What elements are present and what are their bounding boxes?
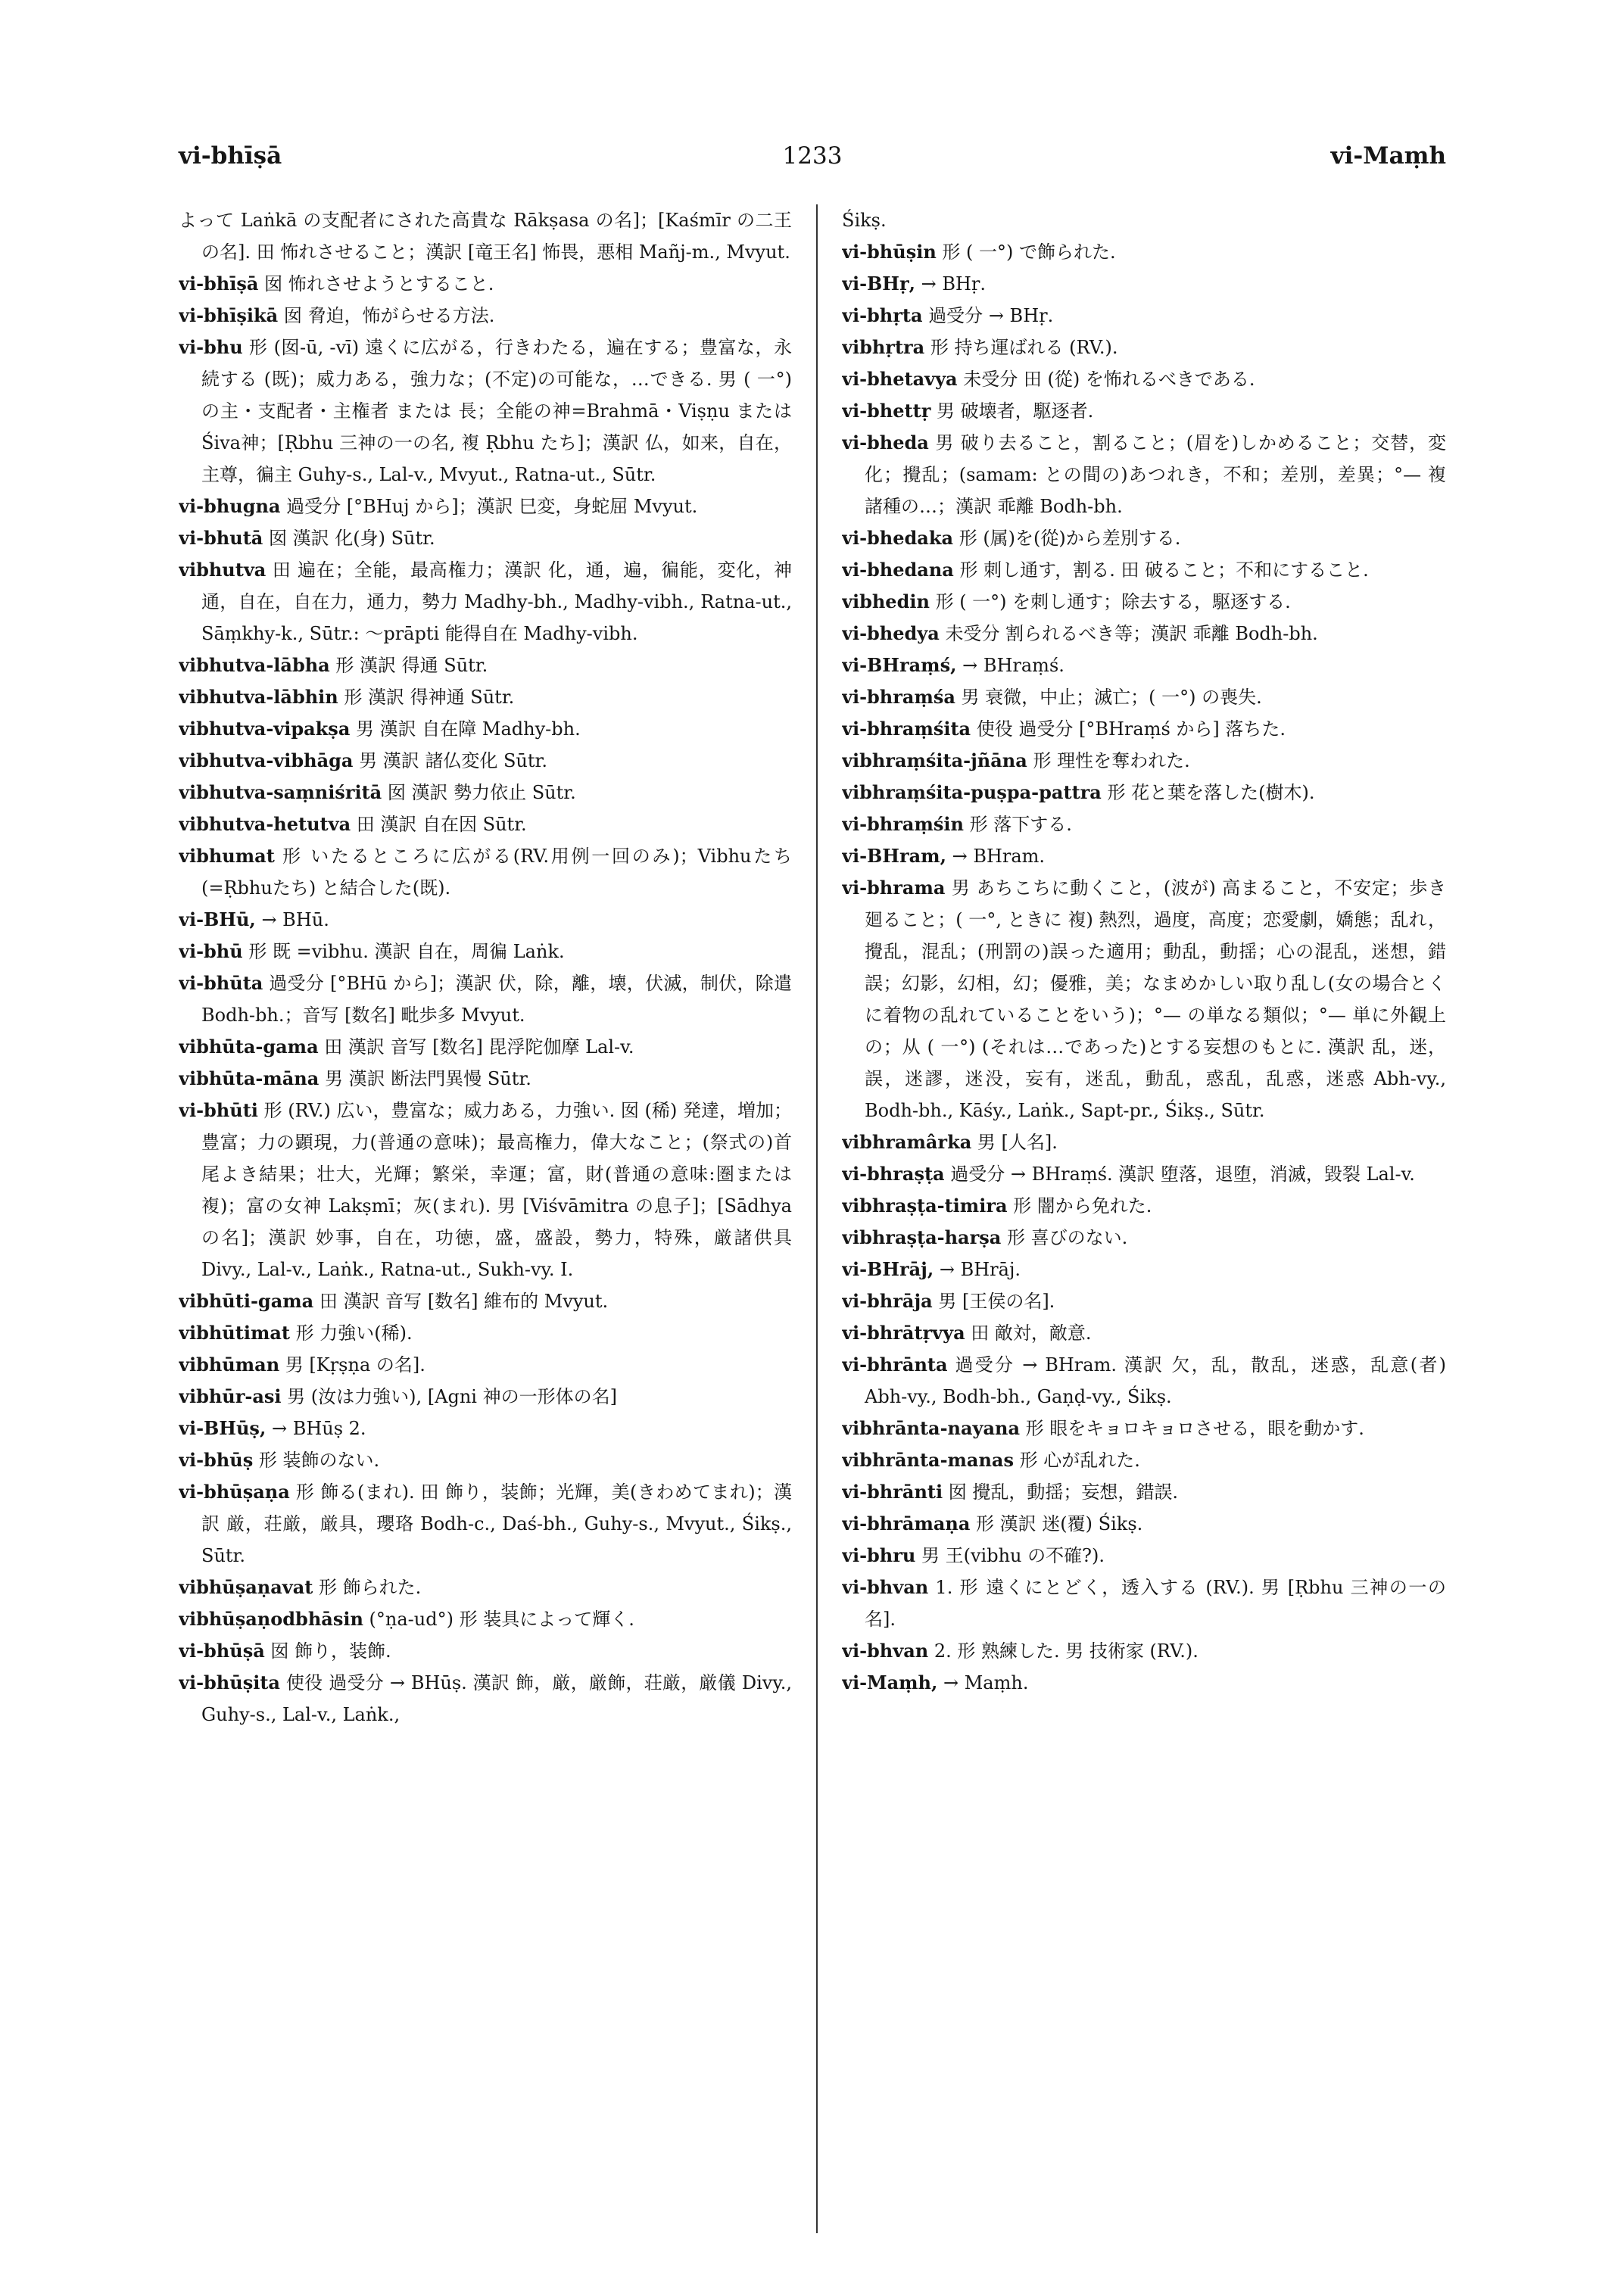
dictionary-entry (842, 1158, 1446, 1190)
headword: vi-bhutā (179, 527, 263, 549)
dictionary-entry (842, 777, 1446, 808)
definition: 囡 攪乱，動揺；妄想，錯誤. (948, 1481, 1179, 1503)
dictionary-entry (842, 1667, 1446, 1699)
headword: vi-BHram, (842, 845, 946, 867)
headword: vibhūta-gama (179, 1036, 319, 1058)
headword: vi-bhraṃśita (842, 718, 971, 740)
headword: vibhutva-lābha (179, 654, 330, 676)
headword: vibhūṣaṇavat (179, 1576, 313, 1598)
dictionary-entry (179, 1349, 792, 1381)
definition: 形 ( 一°) を刺し通す；除去する，駆逐する. (935, 591, 1291, 612)
dictionary-entry (842, 1508, 1446, 1540)
definition: 未受分 割られるべき等；漢訳 乖離 Bodh-bh. (945, 623, 1318, 644)
dictionary-entry (842, 1572, 1446, 1635)
definition: 使役 過受分 [°BHraṃś から] 落ちた. (976, 718, 1286, 740)
definition: 囡 脅迫，怖がらせる方法. (283, 305, 495, 326)
definition: → BHū. (261, 909, 329, 930)
headword: vi-bhūṣā (179, 1640, 265, 1662)
definition: 形 漢訳 得通 Sūtr. (335, 655, 488, 676)
dictionary-entry (842, 681, 1446, 713)
definition: 男 [人名]. (977, 1132, 1058, 1153)
dictionary-entry (842, 300, 1446, 332)
headword: vi-bhrātṛvya (842, 1322, 965, 1344)
dictionary-entry (842, 554, 1446, 586)
headword: vibhrānta-nayana (842, 1417, 1021, 1439)
dictionary-entry (842, 745, 1446, 777)
definition: 田 遍在；全能，最高権力；漢訳 化，通，遍，徧能，変化，神通，自在，自在力，通力，勢力 Madhy-bh., Madhy-vibh., Ratna-ut., Sāṃkhy-k., Sūtr.: ～prāpti 能得自在 Madhy-vibh. (201, 559, 792, 644)
headword: vi-bhugna (179, 495, 281, 517)
dictionary-entry (179, 554, 792, 650)
definition: 形 飾られた. (319, 1577, 422, 1598)
definition: 形 飾る(まれ). 田 飾り，装飾；光輝，美(きわめてまれ)；漢訳 厳，荘厳，厳具，瓔珞 Bodh-c., Daś-bh., Guhy-s., Mvyut., Śikṣ., Sūtr. (201, 1481, 792, 1566)
headword: vi-bhūṣaṇa (179, 1481, 290, 1503)
headword: vi-bhūti (179, 1099, 258, 1121)
headword: vi-BHrāj, (842, 1258, 934, 1280)
dictionary-entry (179, 1285, 792, 1317)
definition: Śikṣ. (842, 210, 887, 231)
definition: 男 衰微，中止；滅亡；( 一°) の喪失. (961, 687, 1262, 708)
definition: 過受分 → BHraṃś. 漢訳 堕落，退堕，消滅，毀裂 Lal-v. (950, 1164, 1415, 1185)
definition: 形 闇から免れた. (1013, 1195, 1152, 1217)
definition: 男 [王侯の名]. (938, 1291, 1055, 1312)
headword: vibhūta-māna (179, 1067, 320, 1089)
definition: 田 漢訳 音写 [数名] 毘浮陀伽摩 Lal-v. (324, 1036, 634, 1058)
dictionary-entry (842, 618, 1446, 650)
dictionary-entry (842, 204, 1446, 236)
definition: 形 持ち運ばれる (RV.). (930, 337, 1118, 358)
dictionary-entry (842, 1635, 1446, 1667)
definition: 囡 飾り，装飾. (270, 1640, 391, 1662)
dictionary-entry (179, 777, 792, 808)
definition: 囡 漢訳 化(身) Sūtr. (268, 528, 435, 549)
headword: vibhraṣṭa-timira (842, 1195, 1008, 1217)
headword: vi-bhūṣ (179, 1449, 254, 1471)
headword: vi-bhṛta (842, 304, 923, 326)
headword: vibhraṣṭa-harṣa (842, 1226, 1002, 1248)
definition: 形 眼をキョロキョロさせる，眼を動かす. (1025, 1418, 1364, 1439)
headword: vi-bhettṛ (842, 400, 931, 422)
dictionary-entry (179, 268, 792, 300)
definition: 過受分 → BHram. 漢訳 欠，乱，散乱，迷惑，乱意(者) Abh-vy., Bodh-bh., Gaṇḍ-vy., Śikṣ. (865, 1354, 1446, 1407)
definition: 囡 漢訳 勢力依止 Sūtr. (387, 782, 576, 803)
dictionary-entry (842, 872, 1446, 1126)
dictionary-entry (179, 1444, 792, 1476)
definition: → BHṛ. (921, 273, 987, 294)
definition: 男 漢訳 自在障 Madhy-bh. (356, 718, 581, 740)
headword: vi-bhīṣā (179, 273, 259, 294)
definition: 1. 形 遠くにとどく，透入する (RV.). 男 [Ṛbhu 三神の一の名]. (865, 1577, 1446, 1630)
header-left-guide-word: vi-bhīṣā (179, 142, 282, 170)
headword: vi-bhraṃśin (842, 813, 964, 835)
headword: vi-bhvan (842, 1576, 929, 1598)
headword: vi-bhrānti (842, 1481, 943, 1503)
dictionary-entry (179, 332, 792, 491)
dictionary-entry (842, 1126, 1446, 1158)
headword: vi-bhu (179, 336, 243, 358)
headword: vibhraṃśita-puṣpa-pattra (842, 781, 1102, 803)
dictionary-entry (842, 808, 1446, 840)
definition: 男 破壊者，駆逐者. (936, 400, 1094, 422)
definition: 男 漢訳 諸仏変化 Sūtr. (359, 750, 548, 771)
dictionary-entry (179, 1095, 792, 1285)
dictionary-entry (842, 1285, 1446, 1317)
definition: 形 刺し通す，割る. 田 破ること；不和にすること. (959, 559, 1369, 581)
dictionary-entry (179, 967, 792, 1031)
headword: vi-bhrāmaṇa (842, 1513, 971, 1534)
definition: → Maṃh. (943, 1672, 1029, 1693)
dictionary-entry (179, 1635, 792, 1667)
headword: vibhūṣaṇodbhāsin (179, 1608, 363, 1630)
dictionary-entry (179, 300, 792, 332)
headword: vibhutva-lābhin (179, 686, 338, 708)
definition: 形 心が乱れた. (1019, 1450, 1140, 1471)
dictionary-entry (842, 395, 1446, 427)
dictionary-entry (842, 363, 1446, 395)
headword: vibhraṃśita-jñāna (842, 749, 1027, 771)
definition: 形 喜びのない. (1006, 1227, 1128, 1248)
page-number: 1233 (782, 142, 843, 170)
dictionary-entry (842, 1317, 1446, 1349)
definition: 形 いたるところに広がる(RV.用例一回のみ)；Vibhuたち (=Ṛbhuたち) と結合した(既). (201, 846, 792, 899)
dictionary-entry (179, 1381, 792, 1413)
headword: vi-bhūta (179, 972, 263, 994)
headword: vi-bhūṣin (842, 241, 937, 263)
dictionary-entry (842, 840, 1446, 872)
left-column (179, 204, 792, 1731)
dictionary-entry (842, 1413, 1446, 1444)
definition: 2. 形 熟練した. 男 技術家 (RV.). (934, 1640, 1199, 1662)
definition: 男 あちこちに動くこと，(波が) 高まること，不安定；歩き廻ること；( 一°, ときに 複) 熱烈，過度，高度；恋愛劇，嬌態；乱れ，攪乱，混乱；(刑罰の)誤った適用；動乱，動揺；心の混乱，迷想，錯誤；幻影，幻相，幻；優雅，美；なまめかしい取り乱し(女の場合とくに着物の乱れていることをいう)；°— の単なる類似；°— 単に外観上の；从 ( 一°) (それは…であった)とする妄想のもとに. 漢訳 乱，迷，誤，迷謬，迷没，妄有，迷乱，動乱，惑乱，乱惑，迷惑 Abh-vy., Bodh-bh., Kāśy., Laṅk., Sapt-pr., Śikṣ., Sūtr. (865, 877, 1446, 1121)
definition: 田 敵対，敵意. (971, 1323, 1092, 1344)
right-column (842, 204, 1446, 1699)
column-divider (816, 204, 818, 2233)
dictionary-entry (842, 522, 1446, 554)
headword: vi-BHraṃś, (842, 654, 957, 676)
dictionary-entry (179, 522, 792, 554)
dictionary-entry (842, 713, 1446, 745)
headword: vi-bhrama (842, 877, 946, 899)
definition: 男 破り去ること，割ること；(眉を)しかめること；交替，変化；攪乱；(samam: との間の)あつれき，不和；差別，差異；°— 複 諸種の…；漢訳 乖離 Bodh-bh. (865, 432, 1446, 517)
headword: vi-BHūṣ, (179, 1417, 267, 1439)
headword: vibhutva-hetutva (179, 813, 351, 835)
headword: vi-Maṃh, (842, 1671, 938, 1693)
definition: 田 漢訳 自在因 Sūtr. (356, 814, 527, 835)
dictionary-entry (842, 1190, 1446, 1222)
dictionary-entry (842, 427, 1446, 522)
definition: 未受分 田 (從) を怖れるべきである. (963, 369, 1255, 390)
headword: vi-bhedaka (842, 527, 954, 549)
definition: 形 理性を奪われた. (1033, 750, 1190, 771)
dictionary-entry (179, 904, 792, 936)
headword: vi-bhedya (842, 622, 940, 644)
headword: vi-bhū (179, 940, 243, 962)
headword: vibhūtimat (179, 1322, 290, 1344)
definition: 形 (属)を(從)から差別する. (959, 528, 1181, 549)
dictionary-entry (842, 1444, 1446, 1476)
dictionary-entry (842, 1254, 1446, 1285)
headword: vibhutva-vipakṣa (179, 718, 351, 740)
definition: 形 既 =vibhu. 漢訳 自在，周徧 Laṅk. (248, 941, 565, 962)
dictionary-entry (179, 840, 792, 904)
dictionary-entry (179, 650, 792, 681)
definition: 形 漢訳 得神通 Sūtr. (344, 687, 515, 708)
dictionary-entry (842, 332, 1446, 363)
headword: vi-bhrānta (842, 1354, 948, 1375)
headword: vibhūr-asi (179, 1385, 282, 1407)
definition: 田 漢訳 音写 [数名] 維布的 Mvyut. (319, 1291, 609, 1312)
dictionary-entry (842, 1222, 1446, 1254)
definition: 男 [Kṛṣṇa の名]. (285, 1354, 425, 1375)
dictionary-entry (179, 204, 792, 268)
headword: vibhṛtra (842, 336, 925, 358)
definition: 形 力強い(稀). (295, 1323, 413, 1344)
dictionary-entry (179, 1413, 792, 1444)
definition: 形 装飾のない. (258, 1450, 380, 1471)
headword: vibhutva-saṃniśritā (179, 781, 382, 803)
headword: vi-bhūṣita (179, 1671, 280, 1693)
definition: → BHram. (952, 846, 1046, 867)
headword: vi-bhīṣikā (179, 304, 279, 326)
headword: vi-bhraṣṭa (842, 1163, 945, 1185)
headword: vi-bhrāja (842, 1290, 933, 1312)
definition: 過受分 [°BHuj から]；漢訳 巳変，身蛇屈 Mvyut. (286, 496, 698, 517)
headword: vi-bhetavya (842, 368, 958, 390)
dictionary-entry (842, 1540, 1446, 1572)
headword: vi-BHṛ, (842, 273, 915, 294)
headword: vibhutva-vibhāga (179, 749, 354, 771)
dictionary-entry (179, 1572, 792, 1603)
definition: 男 (汝は力強い), [Agni 神の一形体の名] (287, 1386, 617, 1407)
definition: 形 (囡-ū, -vī) 遠くに広がる，行きわたる，遍在する；豊富な，永続する (既)；威力ある，強力な；(不定)の可能な，…できる. 男 ( 一°) の主・支配者・主権者 または 長；全能の神=Brahmā・Viṣṇu または Śiva神；[Ṛbhu 三神の一の名, 複 Ṛbhu たち]；漢訳 仏，如来，自在，主尊，徧主 Guhy-s., Lal-v., Mvyut., Ratna-ut., Sūtr. (201, 337, 792, 485)
dictionary-entry (179, 1603, 792, 1635)
definition: 形 (RV.) 広い，豊富な；威力ある，力強い. 囡 (稀) 発達，増加；豊富；力の顕現，力(普通の意味)；最高権力，偉大なこと；(祭式の)首尾よき結果；壮大，光輝；繁栄，幸運；富，財(普通の意味:圏または複)；富の女神 Lakṣmī；灰(まれ). 男 [Viśvāmitra の息子]；[Sādhya の名]；漢訳 妙事，自在，功徳，盛，盛設，勢力，特殊，厳諸供具 Divy., Lal-v., Laṅk., Ratna-ut., Sukh-vy. I. (201, 1100, 792, 1280)
page-header (179, 142, 1446, 177)
dictionary-entry (179, 936, 792, 967)
dictionary-entry (842, 586, 1446, 618)
definition: 囡 怖れさせようとすること. (264, 273, 494, 294)
definition: 形 ( 一°) で飾られた. (942, 241, 1116, 263)
definition: (°ṇa-ud°) 形 装具によって輝く. (369, 1609, 634, 1630)
definition: 使役 過受分 → BHūṣ. 漢訳 飾，厳，厳飾，荘厳，厳儀 Divy., Guhy-s., Lal-v., Laṅk., (201, 1672, 792, 1725)
dictionary-entry (179, 1031, 792, 1063)
definition: → BHraṃś. (962, 655, 1064, 676)
definition: 形 落下する. (969, 814, 1072, 835)
headword: vi-bhru (842, 1544, 916, 1566)
dictionary-entry (179, 745, 792, 777)
definition: → BHūṣ 2. (271, 1418, 366, 1439)
header-right-guide-word: vi-Maṃh (1330, 142, 1446, 170)
headword: vibhutva (179, 559, 267, 581)
dictionary-entry (179, 1476, 792, 1572)
dictionary-entry (179, 713, 792, 745)
dictionary-entry (179, 1063, 792, 1095)
headword: vi-BHū, (179, 908, 256, 930)
headword: vi-bheda (842, 431, 929, 453)
dictionary-entry (179, 1317, 792, 1349)
headword: vibhūman (179, 1354, 280, 1375)
headword: vibhrānta-manas (842, 1449, 1014, 1471)
definition: 形 花と葉を落した(樹木). (1107, 782, 1315, 803)
definition: 過受分 → BHṛ. (928, 305, 1054, 326)
headword: vi-bhraṃśa (842, 686, 955, 708)
dictionary-entry (179, 491, 792, 522)
dictionary-entry (842, 236, 1446, 268)
definition: → BHrāj. (939, 1259, 1021, 1280)
dictionary-entry (842, 1349, 1446, 1413)
dictionary-entry (842, 1476, 1446, 1508)
definition: よって Laṅkā の支配者にされた高貴な Rākṣasa の名]；[Kaśmīr の二王の名]. 田 怖れさせること；漢訳 [竜王名] 怖畏，悪相 Mañj-m., Mvyut. (179, 210, 792, 263)
dictionary-entry (842, 650, 1446, 681)
definition: 男 王(vibhu の不確?). (921, 1545, 1105, 1566)
definition: 男 漢訳 断法門異慢 Sūtr. (324, 1068, 531, 1089)
dictionary-entry (179, 808, 792, 840)
dictionary-entry (179, 1667, 792, 1731)
dictionary-entry (179, 681, 792, 713)
definition: 形 漢訳 迷(覆) Śikṣ. (976, 1513, 1143, 1534)
headword: vibhumat (179, 845, 275, 867)
headword: vi-bhedana (842, 559, 954, 581)
headword: vibhramârka (842, 1131, 972, 1153)
headword: vibhedin (842, 590, 930, 612)
definition: 過受分 [°BHū から]；漢訳 伏，除，離，壊，伏滅，制伏，除遣 Bodh-bh.；音写 [数名] 毗歩多 Mvyut. (201, 973, 792, 1026)
dictionary-entry (842, 268, 1446, 300)
headword: vi-bhvan (842, 1640, 929, 1662)
headword: vibhūti-gama (179, 1290, 314, 1312)
